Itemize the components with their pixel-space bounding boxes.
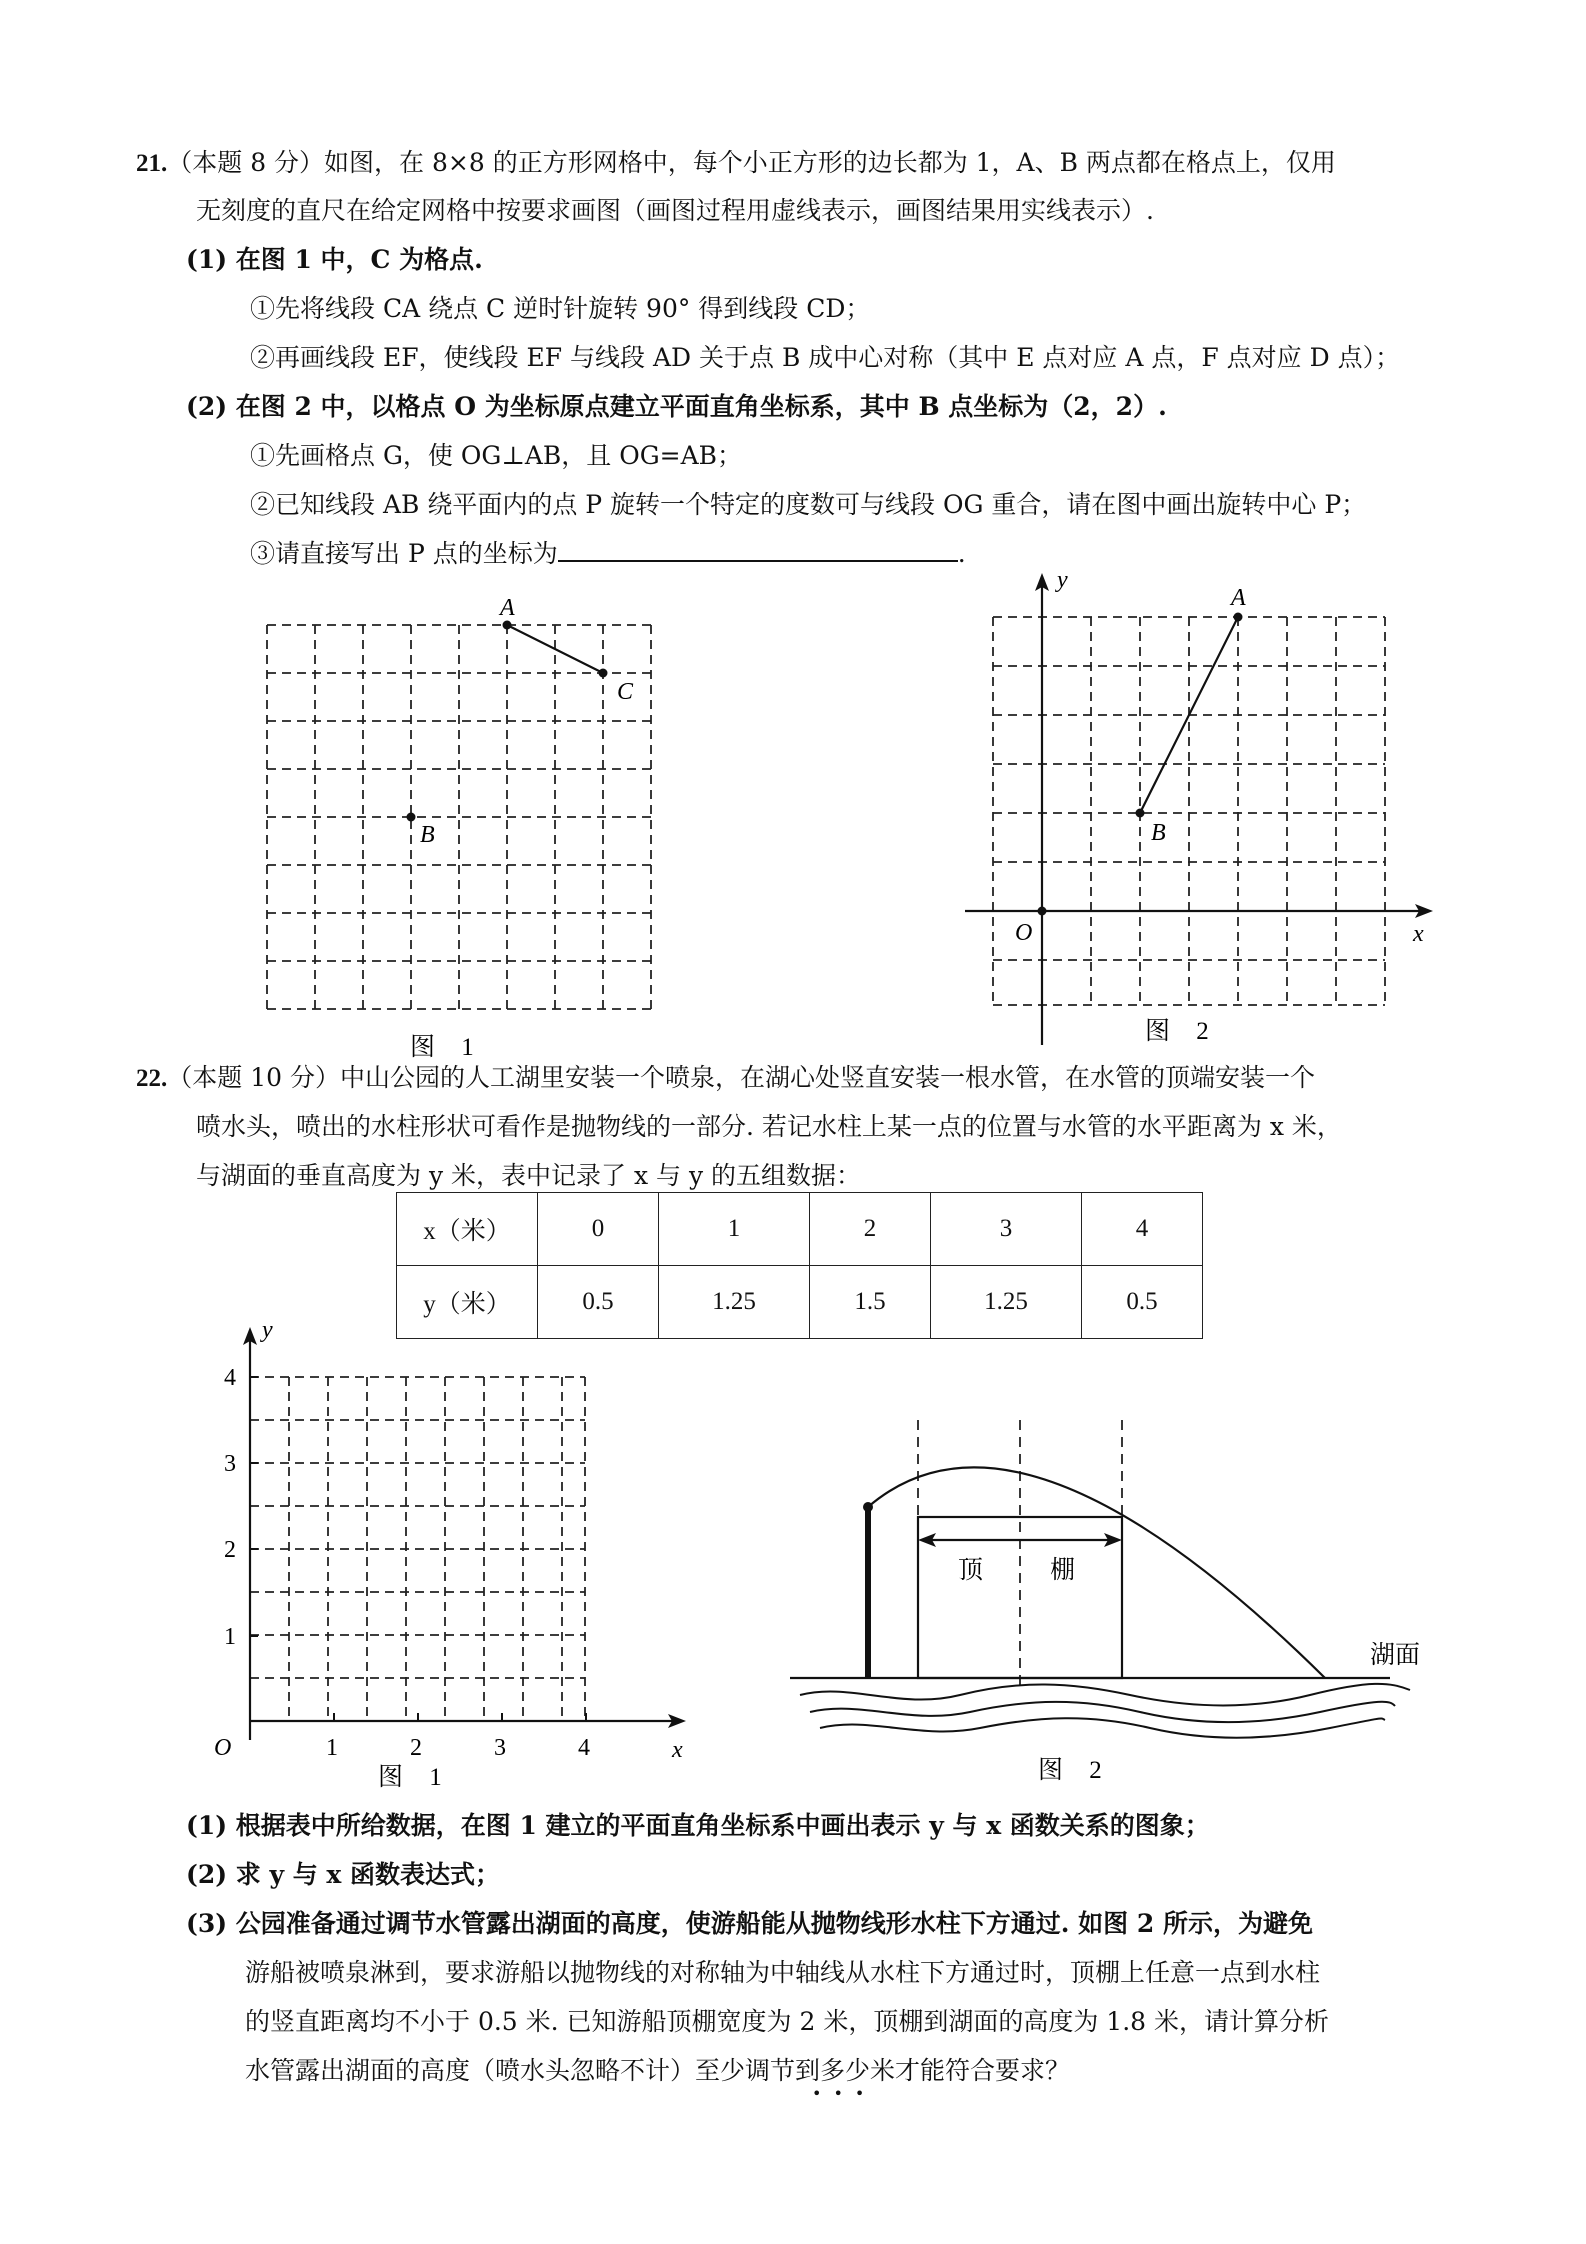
q21-figure-2 (955, 565, 1435, 1055)
x-tick-label: 1 (326, 1735, 338, 1761)
q21-part2-c: ③请直接写出 P 点的坐标为 . (250, 539, 966, 568)
q21-fig1-caption: 图 1 (410, 1034, 484, 1061)
q21-fig1-grid (267, 625, 652, 1009)
point-A (1234, 613, 1243, 622)
x-tick-label: 2 (410, 1735, 422, 1761)
table-row-header: x（米） (397, 1193, 538, 1266)
label-y: y (262, 1317, 273, 1343)
table-cell: 1.25 (659, 1266, 810, 1339)
q21-line1: 21.（本题 8 分）如图，在 8×8 的正方形网格中，每个小正方形的边长都为 1，A、B 两点都在格点上，仅用 (136, 148, 1336, 177)
canopy-label-left: 顶 (958, 1557, 984, 1584)
table-cell: 1.25 (931, 1266, 1082, 1339)
q22-figure-1 (200, 1315, 700, 1795)
q21-part2: (2) 在图 2 中，以格点 O 为坐标原点建立平面直角坐标系，其中 B 点坐标为（2，2）. (186, 392, 1167, 421)
label-B: B (1151, 820, 1166, 846)
x-tick-label: 4 (578, 1735, 590, 1761)
q21-line2: 无刻度的直尺在给定网格中按要求画图（画图过程用虚线表示，画图结果用实线表示）. (196, 196, 1154, 225)
point-A (503, 621, 512, 630)
q22-fig1-grid (250, 1377, 585, 1721)
table-row (397, 1193, 1203, 1266)
y-tick-label: 3 (224, 1451, 236, 1477)
label-x: x (672, 1737, 683, 1763)
table-cell: 3 (931, 1193, 1082, 1266)
q22-part3-line1: (3) 公园准备通过调节水管露出湖面的高度，使游船能从抛物线形水柱下方通过. 如图 2 所示，为避免 (186, 1909, 1313, 1938)
q21-part1: (1) 在图 1 中，C 为格点. (186, 245, 483, 274)
label-x: x (1413, 921, 1424, 947)
label-y: y (1057, 567, 1068, 593)
x-tick-label: 3 (494, 1735, 506, 1761)
q21-fig2-caption: 图 2 (1145, 1018, 1219, 1045)
q21-figure-1 (250, 590, 680, 1070)
q22-fig2-caption: 图 2 (1038, 1757, 1112, 1784)
spray-head (863, 1502, 873, 1512)
table-row-header: y（米） (397, 1266, 538, 1339)
table-cell: 4 (1082, 1193, 1203, 1266)
q22-part2: (2) 求 y 与 x 函数表达式； (186, 1860, 501, 1889)
table-cell: 0.5 (1082, 1266, 1203, 1339)
q21-part2-b: ②已知线段 AB 绕平面内的点 P 旋转一个特定的度数可与线段 OG 重合，请在图中画出旋转中心 P； (250, 490, 1367, 519)
table-cell: 0 (538, 1193, 659, 1266)
q22-fig1-caption: 图 1 (378, 1764, 452, 1791)
table-cell: 1.5 (810, 1266, 931, 1339)
point-B (1136, 809, 1145, 818)
y-tick-label: 1 (224, 1624, 236, 1650)
q21-part2-a: ①先画格点 G，使 OG⊥AB，且 OG=AB； (250, 441, 743, 470)
table-cell: 1 (659, 1193, 810, 1266)
q22-line1: 22.（本题 10 分）中山公园的人工湖里安装一个喷泉，在湖心处竖直安装一根水管，在水管的顶端安装一个 (136, 1063, 1315, 1092)
waves (800, 1684, 1410, 1738)
q22-part1: (1) 根据表中所给数据，在图 1 建立的平面直角坐标系中画出表示 y 与 x 函数关系的图象； (186, 1811, 1210, 1840)
label-O: O (1015, 920, 1033, 946)
point-B (407, 813, 416, 822)
q22-line3: 与湖面的垂直高度为 y 米，表中记录了 x 与 y 的五组数据： (196, 1161, 862, 1190)
q22-part3-line2: 游船被喷泉淋到，要求游船以抛物线的对称轴为中轴线从水柱下方通过时，顶棚上任意一点到水柱 (245, 1958, 1321, 1987)
label-A: A (1231, 585, 1246, 611)
label-O: O (214, 1735, 232, 1761)
emphasis-dots: ••• (812, 2084, 877, 2103)
water-arc (868, 1467, 1325, 1678)
label-C: C (617, 679, 634, 705)
y-tick-label: 2 (224, 1537, 236, 1563)
table-cell: 2 (810, 1193, 931, 1266)
dashed-guides (918, 1420, 1122, 1690)
q22-figure-2 (790, 1420, 1490, 1790)
label-A: A (500, 595, 515, 621)
q21-part1-b: ②再画线段 EF，使线段 EF 与线段 AD 关于点 B 成中心对称（其中 E 点对应 A 点，F 点对应 D 点）； (250, 343, 1401, 372)
q22-number: 22. (136, 1065, 168, 1092)
answer-blank[interactable] (558, 538, 958, 562)
label-B: B (420, 822, 435, 848)
table-cell: 0.5 (538, 1266, 659, 1339)
point-C (599, 669, 608, 678)
canopy-label-right: 棚 (1050, 1557, 1076, 1584)
q22-part3-line3: 的竖直距离均不小于 0.5 米. 已知游船顶棚宽度为 2 米，顶棚到湖面的高度为 1.8 米，请计算分析 (245, 2007, 1329, 2036)
q22-part3-line4: 水管露出湖面的高度（喷水头忽略不计）至少调节到多少米才能符合要求？ (245, 2056, 1071, 2085)
y-tick-label: 4 (224, 1365, 236, 1391)
lake-label: 湖面 (1370, 1642, 1421, 1669)
q21-number: 21. (136, 150, 168, 177)
q22-line2: 喷水头，喷出的水柱形状可看作是抛物线的一部分. 若记水柱上某一点的位置与水管的水平距离为 x 米， (196, 1112, 1342, 1141)
point-O (1038, 907, 1047, 916)
q21-part1-a: ①先将线段 CA 绕点 C 逆时针旋转 90° 得到线段 CD； (250, 294, 871, 323)
q21-fig2-grid (993, 617, 1385, 1005)
